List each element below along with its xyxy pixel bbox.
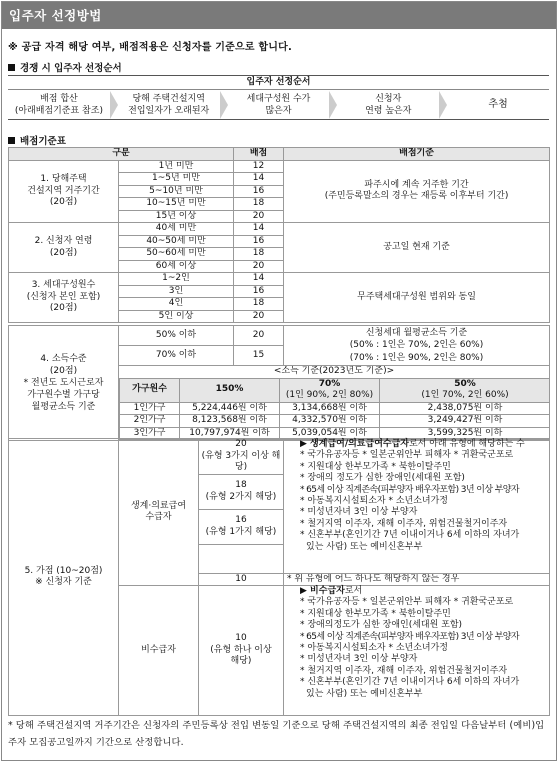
- order-step-5: 추첨: [488, 99, 508, 110]
- score-cell: 18: [234, 298, 284, 311]
- order-step-3: 세대구성원 수가 많은자: [246, 94, 311, 116]
- sub-cell: 10,797,974원 이하: [180, 427, 280, 440]
- criteria-cell: 3인: [119, 285, 234, 298]
- criteria-cell: 15년 이상: [119, 210, 234, 223]
- section-heading-order: 경쟁 시 입주자 선정순서: [8, 60, 122, 74]
- score-cell: 15: [234, 346, 284, 366]
- income-subtable: [119, 378, 550, 441]
- score-cell: 18: [234, 198, 284, 211]
- order-step-1: 배점 합산 (아래배점기준표 참조): [14, 94, 103, 116]
- criteria-cell: 1~2인: [119, 273, 234, 286]
- group-non-recipient: 비수급자: [119, 586, 199, 716]
- sub-cell: 3인가구: [120, 427, 180, 440]
- criteria-cell: 1년 미만: [119, 160, 234, 173]
- criteria-cell: 5~10년 미만: [119, 185, 234, 198]
- score-cell: 18: [234, 248, 284, 261]
- category-1-basis: 파주시에 계속 거주한 기간 (주민등록말소의 경우는 재등록 이후부터 기간): [284, 160, 550, 223]
- sub-header: 50% (1인 70%, 2인 60%): [380, 378, 550, 402]
- sub-cell: 1인가구: [120, 402, 180, 415]
- income-subtitle: <소득 기준(2023년도 기준)>: [119, 366, 550, 378]
- bonus-score-3: 16 (유형 1가지 해당): [199, 509, 284, 544]
- group-recipient: 생계·의료급여 수급자: [119, 439, 199, 586]
- bonus-score-2: 18 (유형 2가지 해당): [199, 474, 284, 509]
- non-recipient-bullets: ▶ 비수급자로서 * 국가유공자등 * 일본군위안부 피해자 * 귀환국군포로 * 지원대상 한부모가족 * 북한이탈주민 * 장애의정도가 심한 장애인(세대원 포함) * 65세 이상 직계존속(피부양자 배우자포함) 3년 이상 부양자 * 아동복지시설퇴소자 * 소년소녀가정 * 미성년자녀 3인 이상 부양자 * 철거지역 이주자, 재해 이주자, 위험건물철거이주자 * 신혼부부(혼인기간 7년 이내이거나 6세 이하의 자녀가 있는 사람) 또는 예비신혼부부: [300, 586, 520, 699]
- bonus-none-text: * 위 유형에 어느 하나도 해당하지 않는 경우: [284, 573, 550, 586]
- score-cell: 20: [234, 326, 284, 346]
- page-title: 입주자 선정방법: [2, 2, 556, 29]
- score-cell: 20: [234, 310, 284, 323]
- sub-header: 가구원수: [120, 378, 180, 402]
- sub-cell: 2,438,075원 이하: [380, 402, 550, 415]
- section-heading-score: 배점기준표: [8, 133, 66, 147]
- chevron-right-icon: [110, 91, 118, 119]
- score-cell: 16: [234, 235, 284, 248]
- criteria-cell: 60세 이상: [119, 260, 234, 273]
- score-cell: 16: [234, 285, 284, 298]
- criteria-cell: 10~15년 미만: [119, 198, 234, 211]
- sub-cell: 8,123,568원 이하: [180, 415, 280, 428]
- sub-cell: 3,249,427원 이하: [380, 415, 550, 428]
- header-score: 배점: [234, 148, 284, 161]
- sub-header: 70% (1인 90%, 2인 80%): [280, 378, 380, 402]
- order-step-4: 신청자 연령 높은자: [365, 94, 412, 116]
- score-cell: 16: [234, 185, 284, 198]
- sub-cell: 4,332,570원 이하: [280, 415, 380, 428]
- score-cell: 20: [234, 210, 284, 223]
- category-2-basis: 공고일 현재 기준: [284, 223, 550, 273]
- income-table: [8, 325, 550, 441]
- score-cell: 14: [234, 223, 284, 236]
- category-2-label: 2. 신청자 연령 (20점): [9, 223, 119, 273]
- category-3-basis: 무주택세대구성원 범위와 동일: [284, 273, 550, 323]
- criteria-cell: 5인 이상: [119, 310, 234, 323]
- criteria-cell: 1~5년 미만: [119, 173, 234, 186]
- sub-cell: 5,224,446원 이하: [180, 402, 280, 415]
- chevron-right-icon: [329, 91, 337, 119]
- bonus-score-4: 10: [199, 573, 284, 586]
- criteria-cell: 40세 미만: [119, 223, 234, 236]
- sub-cell: 5,039,054원 이하: [280, 427, 380, 440]
- category-3-label: 3. 세대구성원수 (신청자 본인 포함) (20점): [9, 273, 119, 323]
- criteria-cell: 70% 이하: [119, 346, 234, 366]
- criteria-cell: 4인: [119, 298, 234, 311]
- sub-header: 150%: [180, 378, 280, 402]
- score-cell: 14: [234, 273, 284, 286]
- criteria-cell: 50~60세 미만: [119, 248, 234, 261]
- score-table: [8, 147, 550, 323]
- category-5-label: 5. 가점 (10~20점) ※ 신청자 기준: [9, 439, 119, 716]
- criteria-cell: 40~50세 미만: [119, 235, 234, 248]
- category-4-basis: 신청세대 월평균소득 기준 (50% : 1인은 70%, 2인은 60%) (70% : 1인은 90%, 2인은 80%): [284, 326, 550, 366]
- category-4-label: 4. 소득수준 (20점) * 전년도 도시근로자 가구원수별 가구당 월평균소득 기준: [9, 326, 119, 441]
- score-cell: 14: [234, 173, 284, 186]
- chevron-right-icon: [439, 91, 447, 119]
- order-title: 입주자 선정순서: [8, 76, 549, 90]
- bonus-score-5: 10 (유형 하나 이상 해당): [199, 586, 284, 716]
- sub-cell: 3,599,325원 이하: [380, 427, 550, 440]
- score-cell: 20: [234, 260, 284, 273]
- bonus-score-1: 20 (유형 3가지 이상 해당): [199, 439, 284, 475]
- category-1-label: 1. 당해주택 건설지역 거주기간 (20점): [9, 160, 119, 223]
- footnote: * 당해 주택건설지역 거주기간은 신청자의 주민등록상 전입 변동일 기준으로 당해 주택건설지역의 최종 전입일 다음날부터 (예비)입주자 모집공고일까지 기간으로 산정합니다.: [8, 720, 545, 748]
- sub-cell: 3,134,668원 이하: [280, 402, 380, 415]
- notice-text: ※ 공급 자격 해당 여부, 배점적용은 신청자를 기준으로 합니다.: [8, 42, 293, 53]
- order-box: [8, 75, 549, 120]
- order-step-2: 당해 주택건설지역 전입일자가 오래된자: [128, 94, 210, 116]
- sub-cell: 2인가구: [120, 415, 180, 428]
- chevron-right-icon: [220, 91, 228, 119]
- header-basis: 배점기준: [284, 148, 550, 161]
- score-cell: 12: [234, 160, 284, 173]
- recipient-bullets: ▶ 생계급여/의료급여수급자로서 아래 유형에 해당하는 수 * 국가유공자등 * 일본군위안부 피해자 * 귀환국군포로 * 지원대상 한부모가족 * 북한이탈주민 * 장애의 정도가 심한 장애인(세대원 포함) * 65세 이상 직계존속(피부양자 배우자포함) 3년 이상 부양자 * 아동복지시설퇴소자 * 소년소녀가정 * 미성년자녀 3인 이상 부양자 * 철거지역 이주자, 재해 이주자, 위험건물철거이주자 * 신혼부부(혼인기간 7년 이내이거나 6세 이하의 자녀가 있는 사람) 또는 예비신혼부부: [300, 439, 525, 552]
- header-category: 구분: [9, 148, 234, 161]
- criteria-cell: 50% 이하: [119, 326, 234, 346]
